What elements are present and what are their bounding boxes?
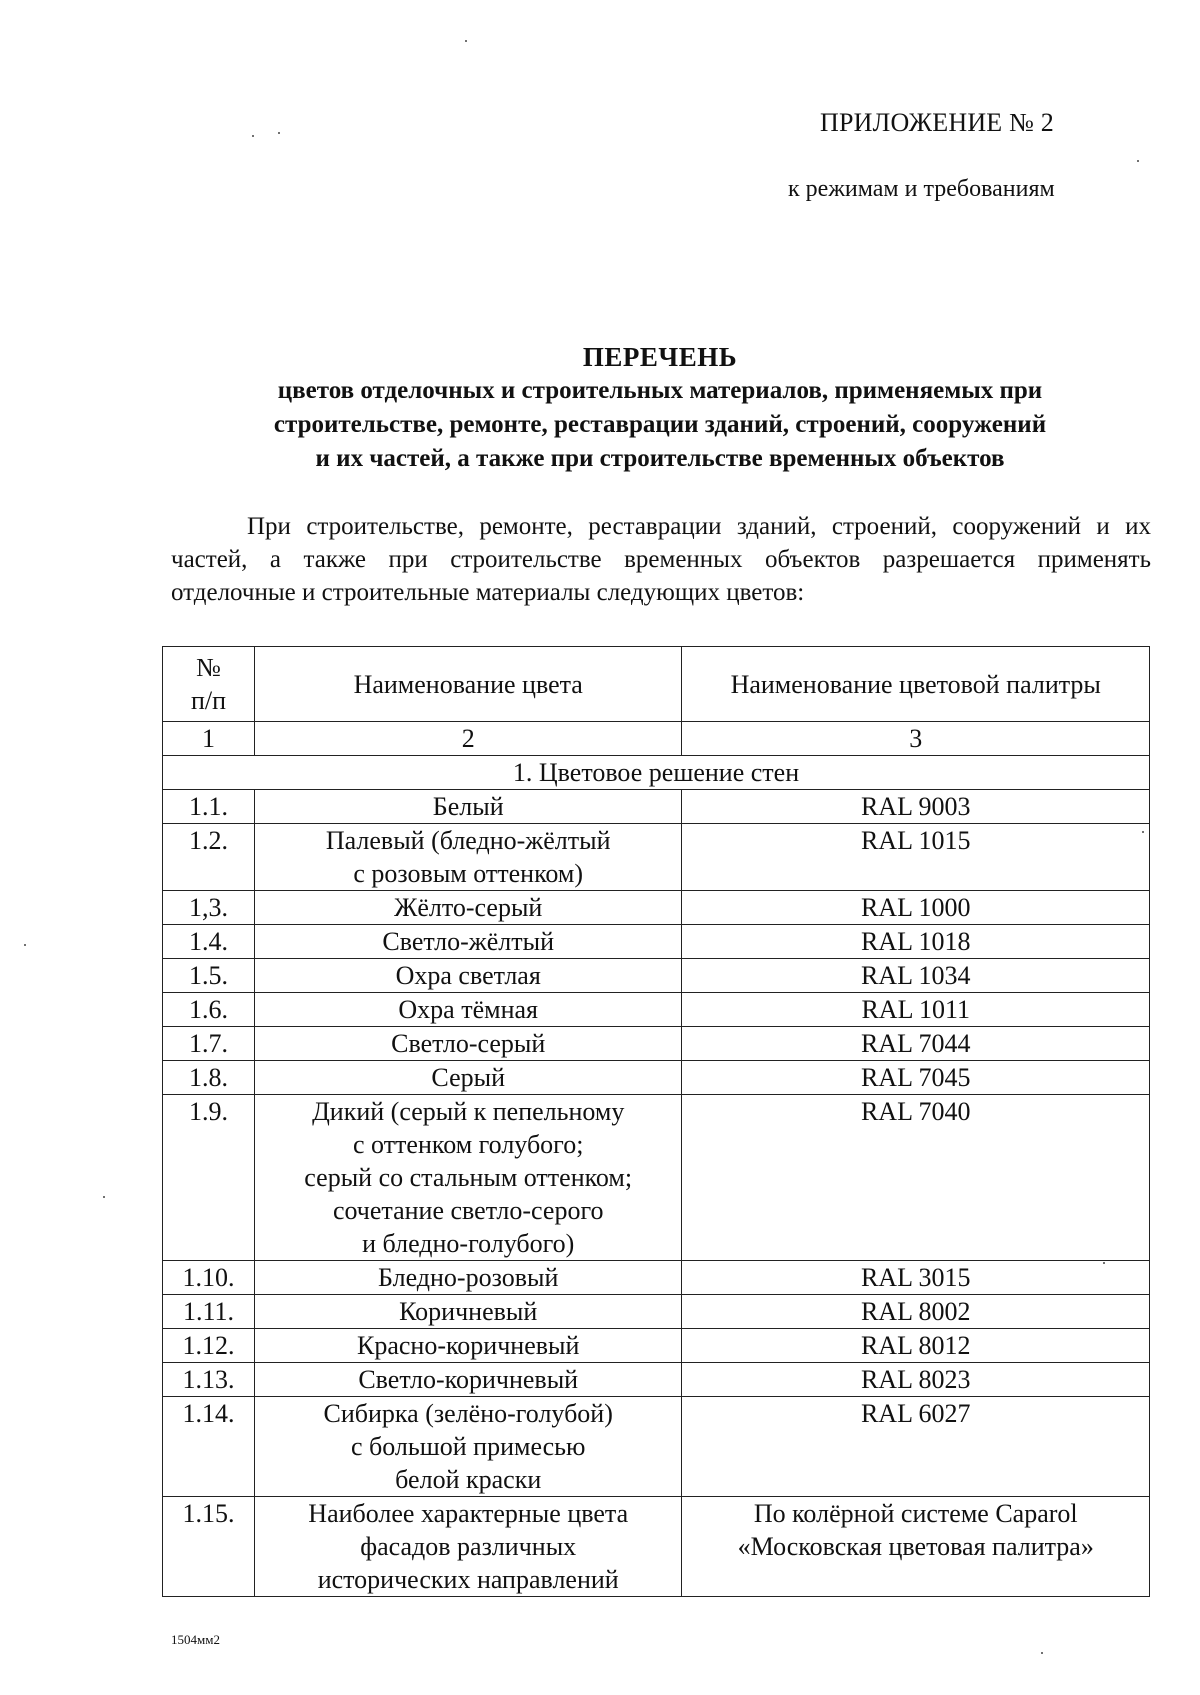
row-palette-name [682, 1397, 1150, 1497]
scan-speck [24, 944, 26, 946]
header-color-name: Наименование цвета [254, 647, 682, 722]
row-palette-name [682, 1095, 1150, 1261]
palette-name-line: RAL 7040 [860, 1097, 971, 1126]
palette-name-line: «Московская цветовая палитра» [737, 1532, 1094, 1561]
palette-name-line: RAL 1018 [860, 927, 971, 956]
title-line-2: строительстве, ремонте, реставрации зданий, строений, сооружений [273, 411, 1047, 438]
row-number: 1.11. [163, 1295, 255, 1329]
color-name-line: сочетание светло-серого [332, 1196, 604, 1225]
color-name-line: Светло-серый [391, 1029, 546, 1058]
title-main: ПЕРЕЧЕНЬ [582, 342, 738, 372]
table-row [163, 993, 1150, 1027]
table-row [163, 1497, 1150, 1597]
row-color-name [254, 790, 682, 824]
color-name-line: Наиболее характерные цвета [308, 1499, 629, 1528]
title-line-3: и их частей, а также при строительстве временных объектов [315, 445, 1005, 472]
row-palette-name [682, 959, 1150, 993]
color-name-line: Серый [431, 1063, 505, 1092]
row-color-name [254, 891, 682, 925]
row-color-name [254, 1497, 682, 1597]
color-name-line: Жёлто-серый [394, 893, 543, 922]
scan-speck [278, 132, 280, 134]
palette-name-line: RAL 8012 [860, 1331, 971, 1360]
column-numbers-row [163, 722, 1150, 756]
row-number: 1.5. [163, 959, 255, 993]
color-name-line: белой краски [395, 1465, 542, 1494]
row-color-name [254, 1329, 682, 1363]
row-color-name [254, 1261, 682, 1295]
row-color-name [254, 925, 682, 959]
color-name-line: Белый [432, 792, 504, 821]
row-palette-name [682, 1027, 1150, 1061]
table-row [163, 1329, 1150, 1363]
row-color-name [254, 993, 682, 1027]
row-palette-name [682, 824, 1150, 891]
row-number: 1.15. [163, 1497, 255, 1597]
color-name-line: Охра светлая [395, 961, 541, 990]
color-name-line: Светло-жёлтый [382, 927, 554, 956]
table-row [163, 959, 1150, 993]
color-name-line: и бледно-голубого) [362, 1229, 575, 1258]
palette-name-line: RAL 1000 [860, 893, 971, 922]
scan-speck [1142, 831, 1144, 833]
document-title [160, 340, 1160, 476]
table-header-row [163, 647, 1150, 722]
row-color-name [254, 1061, 682, 1095]
table-row [163, 1363, 1150, 1397]
row-palette-name [682, 925, 1150, 959]
scan-speck [1137, 160, 1139, 162]
color-name-line: Коричневый [399, 1297, 538, 1326]
appendix-number: ПРИЛОЖЕНИЕ № 2 [820, 108, 1054, 137]
row-number: 1.13. [163, 1363, 255, 1397]
palette-name-line: RAL 9003 [860, 792, 971, 821]
palette-name-line: RAL 7045 [860, 1063, 971, 1092]
table-row [163, 1295, 1150, 1329]
table-row [163, 1261, 1150, 1295]
table-row [163, 891, 1150, 925]
row-number: 1.10. [163, 1261, 255, 1295]
row-palette-name [682, 1363, 1150, 1397]
color-name-line: Дикий (серый к пепельному [312, 1097, 625, 1126]
row-number: 1.7. [163, 1027, 255, 1061]
appendix-subtitle: к режимам и требованиям [788, 176, 1055, 202]
palette-name-line: RAL 1011 [861, 995, 971, 1024]
row-number: 1.9. [163, 1095, 255, 1261]
color-name-line: Палевый (бледно-жёлтый [325, 826, 611, 855]
table-row [163, 1397, 1150, 1497]
table-row [163, 824, 1150, 891]
row-palette-name [682, 1295, 1150, 1329]
row-palette-name [682, 1497, 1150, 1597]
palette-name-line: RAL 7044 [860, 1029, 971, 1058]
row-color-name [254, 824, 682, 891]
row-palette-name [682, 790, 1150, 824]
row-color-name [254, 959, 682, 993]
scan-speck [1103, 1262, 1105, 1264]
row-number: 1,3. [163, 891, 255, 925]
row-color-name [254, 1095, 682, 1261]
color-name-line: фасадов различных [360, 1532, 577, 1561]
row-color-name [254, 1295, 682, 1329]
header-number-line-1: № [196, 653, 221, 682]
column-number-1: 1 [163, 722, 255, 756]
row-number: 1.2. [163, 824, 255, 891]
row-palette-name [682, 1061, 1150, 1095]
scan-speck [103, 1196, 105, 1198]
palette-name-line: По колёрной системе Caparol [753, 1499, 1078, 1528]
section-title: 1. Цветовое решение стен [163, 756, 1150, 790]
palette-name-line: RAL 6027 [860, 1399, 971, 1428]
scan-speck [465, 40, 467, 42]
color-name-line: Красно-коричневый [357, 1331, 580, 1360]
palette-name-line: RAL 8002 [860, 1297, 971, 1326]
color-name-line: Охра тёмная [398, 995, 538, 1024]
row-palette-name [682, 1329, 1150, 1363]
color-name-line: серый со стальным оттенком; [304, 1163, 633, 1192]
table-row [163, 790, 1150, 824]
document-code: 1504мм2 [171, 1632, 220, 1647]
row-number: 1.8. [163, 1061, 255, 1095]
section-row [163, 756, 1150, 790]
header-palette-name: Наименование цветовой палитры [682, 647, 1150, 722]
palette-name-line: RAL 1034 [860, 961, 971, 990]
column-number-2: 2 [254, 722, 682, 756]
table-row [163, 1095, 1150, 1261]
row-number: 1.12. [163, 1329, 255, 1363]
scan-speck [1041, 1652, 1043, 1654]
color-name-line: Сибирка (зелёно-голубой) [323, 1399, 613, 1428]
color-name-line: с розовым оттенком) [353, 859, 584, 888]
color-name-line: с оттенком голубого; [353, 1130, 584, 1159]
row-number: 1.6. [163, 993, 255, 1027]
intro-paragraph: При строительстве, ремонте, реставрации зданий, строений, сооружений и их частей, а также при строительстве временных объектов разрешается применять отделочные и строительные материалы следующих цветов: [171, 513, 1151, 606]
scan-speck [252, 135, 254, 137]
title-line-1: цветов отделочных и строительных материалов, применяемых при [277, 377, 1043, 404]
color-name-line: Светло-коричневый [358, 1365, 579, 1394]
row-color-name [254, 1397, 682, 1497]
table-row [163, 1061, 1150, 1095]
header-number [163, 647, 255, 722]
row-palette-name [682, 891, 1150, 925]
palette-name-line: RAL 8023 [860, 1365, 971, 1394]
table-row [163, 1027, 1150, 1061]
table-row [163, 925, 1150, 959]
row-number: 1.14. [163, 1397, 255, 1497]
header-number-line-2: п/п [190, 686, 226, 715]
row-color-name [254, 1027, 682, 1061]
column-number-3: 3 [682, 722, 1150, 756]
row-palette-name [682, 1261, 1150, 1295]
palette-name-line: RAL 3015 [860, 1263, 971, 1292]
color-name-line: Бледно-розовый [378, 1263, 559, 1292]
palette-name-line: RAL 1015 [860, 826, 971, 855]
row-number: 1.4. [163, 925, 255, 959]
color-name-line: исторических направлений [317, 1565, 619, 1594]
colors-table [162, 646, 1150, 1597]
row-color-name [254, 1363, 682, 1397]
row-palette-name [682, 993, 1150, 1027]
color-name-line: с большой примесью [350, 1432, 586, 1461]
row-number: 1.1. [163, 790, 255, 824]
